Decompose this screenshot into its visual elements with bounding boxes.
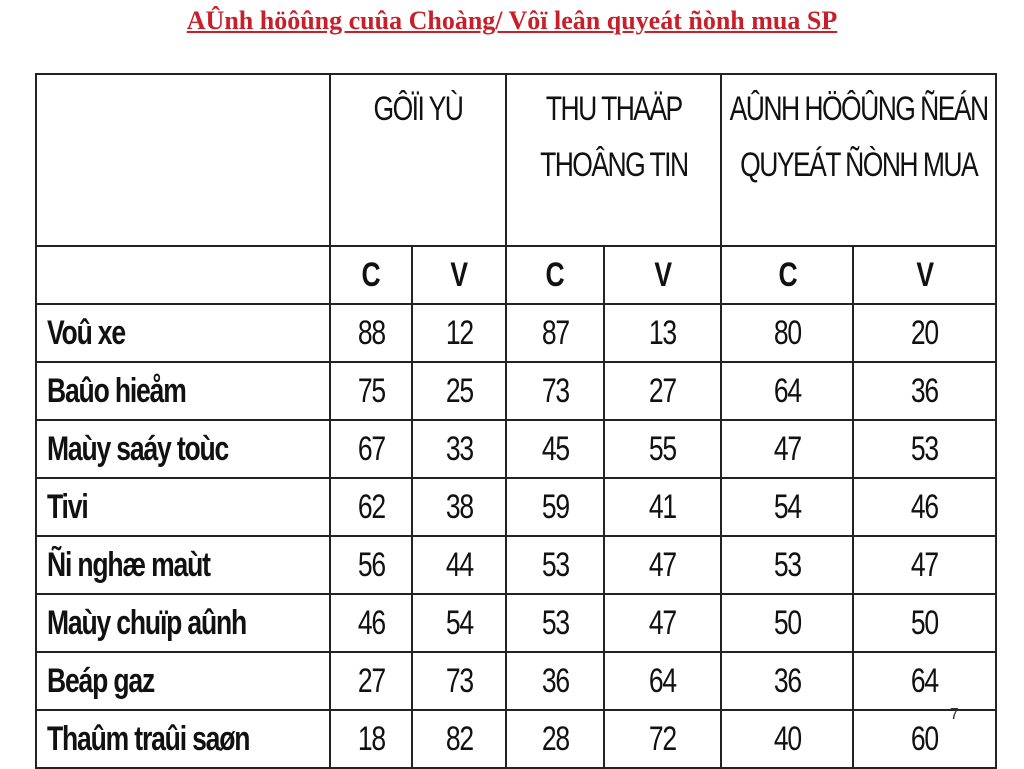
- table-row: [36, 652, 996, 710]
- value-cell: 72: [604, 710, 721, 768]
- subheader-corner-cell: [36, 246, 330, 304]
- value-cell: 38: [412, 478, 506, 536]
- subheader-cell: C: [721, 246, 853, 304]
- value-cell: 33: [412, 420, 506, 478]
- value-cell: 36: [506, 652, 604, 710]
- group-header-info-gathering: THU THAÄP THOÂNG TIN: [506, 74, 721, 246]
- value-cell: 47: [604, 594, 721, 652]
- table-row: [36, 420, 996, 478]
- value-cell: 60: [853, 710, 996, 768]
- value-cell: 27: [604, 362, 721, 420]
- value-cell: 36: [853, 362, 996, 420]
- value-cell: 59: [506, 478, 604, 536]
- subheader-cell: V: [412, 246, 506, 304]
- value-cell: 47: [604, 536, 721, 594]
- table-row: [36, 478, 996, 536]
- table-row: [36, 536, 996, 594]
- value-cell: 53: [506, 594, 604, 652]
- subheader-cell: V: [853, 246, 996, 304]
- value-cell: 53: [506, 536, 604, 594]
- table-row: [36, 304, 996, 362]
- value-cell: 44: [412, 536, 506, 594]
- value-cell: 62: [330, 478, 412, 536]
- row-label-cell: Thaûm traûi saøn: [36, 710, 330, 768]
- value-cell: 56: [330, 536, 412, 594]
- subheader-cell: V: [604, 246, 721, 304]
- value-cell: 73: [412, 652, 506, 710]
- value-cell: 67: [330, 420, 412, 478]
- table-row: [36, 362, 996, 420]
- row-label-cell: Maùy saáy toùc: [36, 420, 330, 478]
- value-cell: 45: [506, 420, 604, 478]
- value-cell: 54: [412, 594, 506, 652]
- subheader-row: [36, 246, 996, 304]
- value-cell: 50: [721, 594, 853, 652]
- data-table: [35, 73, 997, 769]
- value-cell: 53: [721, 536, 853, 594]
- value-cell: 41: [604, 478, 721, 536]
- value-cell: 75: [330, 362, 412, 420]
- group-header-purchase-decision: AÛNH HÖÔÛNG ÑEÁN QUYEÁT ÑÒNH MUA: [721, 74, 996, 246]
- value-cell: 54: [721, 478, 853, 536]
- corner-cell: [36, 74, 330, 246]
- value-cell: 50: [853, 594, 996, 652]
- row-label-cell: Voû xe: [36, 304, 330, 362]
- value-cell: 87: [506, 304, 604, 362]
- value-cell: 36: [721, 652, 853, 710]
- value-cell: 73: [506, 362, 604, 420]
- table-row: [36, 710, 996, 768]
- value-cell: 12: [412, 304, 506, 362]
- subheader-cell: C: [330, 246, 412, 304]
- table-row: [36, 594, 996, 652]
- row-label-cell: Maùy chuïp aûnh: [36, 594, 330, 652]
- row-label-cell: Baûo hieåm: [36, 362, 330, 420]
- value-cell: 47: [721, 420, 853, 478]
- value-cell: 64: [853, 652, 996, 710]
- value-cell: 64: [721, 362, 853, 420]
- value-cell: 13: [604, 304, 721, 362]
- value-cell: 47: [853, 536, 996, 594]
- slide-title: AÛnh höôûng cuûa Choàng/ Vôï leân quyeát ñònh mua SP: [186, 6, 838, 35]
- group-header-row: [36, 74, 996, 246]
- value-cell: 55: [604, 420, 721, 478]
- value-cell: 40: [721, 710, 853, 768]
- subheader-cell: C: [506, 246, 604, 304]
- value-cell: 88: [330, 304, 412, 362]
- row-label-cell: Beáp gaz: [36, 652, 330, 710]
- value-cell: 64: [604, 652, 721, 710]
- group-header-suggestion: GÔÏI YÙ: [330, 74, 506, 246]
- value-cell: 53: [853, 420, 996, 478]
- value-cell: 80: [721, 304, 853, 362]
- value-cell: 27: [330, 652, 412, 710]
- value-cell: 46: [853, 478, 996, 536]
- value-cell: 46: [330, 594, 412, 652]
- value-cell: 18: [330, 710, 412, 768]
- row-label-cell: Tivi: [36, 478, 330, 536]
- value-cell: 28: [506, 710, 604, 768]
- page-number: 7: [950, 706, 959, 723]
- value-cell: 82: [412, 710, 506, 768]
- row-label-cell: Ñi nghæ maùt: [36, 536, 330, 594]
- value-cell: 25: [412, 362, 506, 420]
- value-cell: 20: [853, 304, 996, 362]
